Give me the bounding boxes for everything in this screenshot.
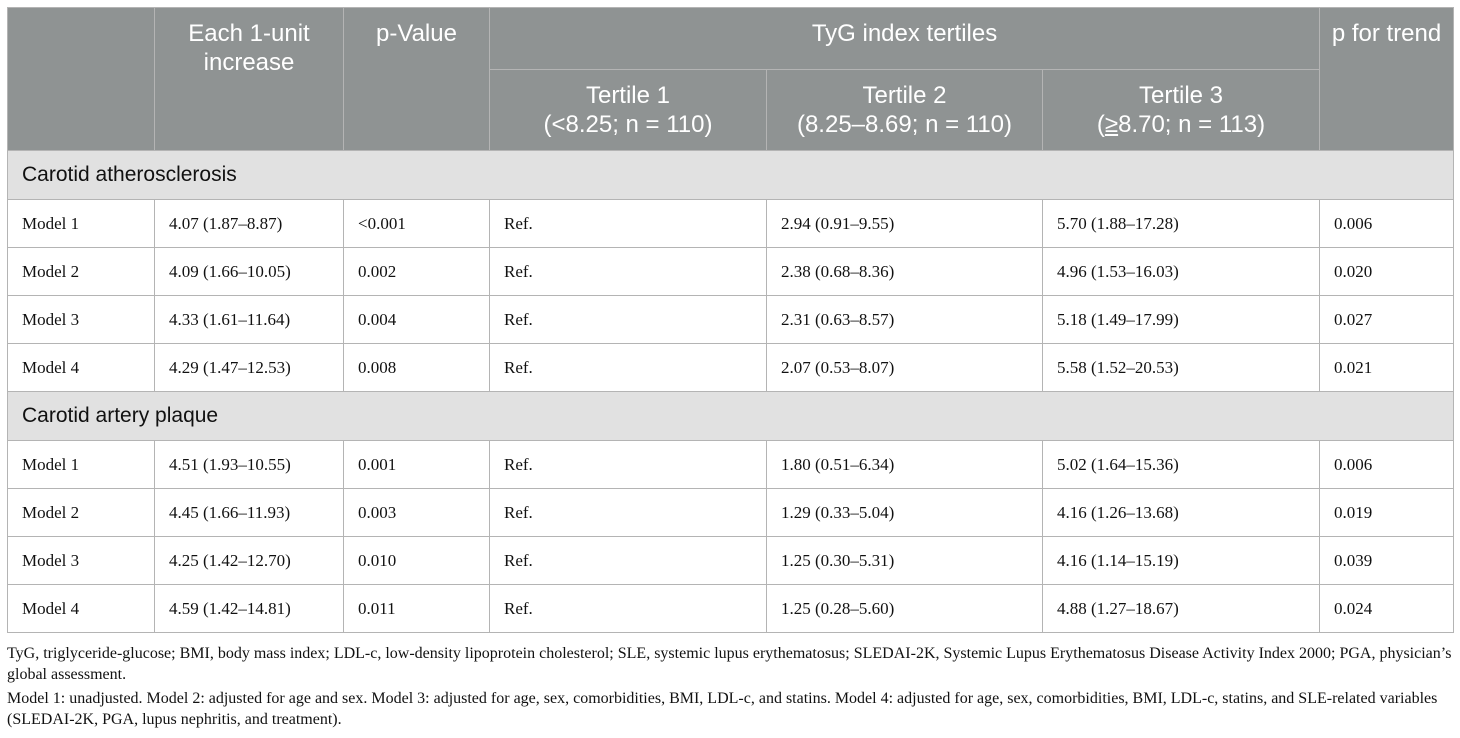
trend-cell: 0.027	[1320, 296, 1454, 344]
p-cell: 0.010	[344, 537, 490, 585]
section-title: Carotid atherosclerosis	[8, 151, 1454, 200]
trend-cell: 0.039	[1320, 537, 1454, 585]
p-cell: 0.001	[344, 441, 490, 489]
model-cell: Model 2	[8, 248, 155, 296]
tertile-3-cell: 4.96 (1.53–16.03)	[1043, 248, 1320, 296]
header-p-trend: p for trend	[1320, 8, 1454, 151]
tertile-1-cell: Ref.	[490, 441, 767, 489]
header-each-unit: Each 1-unit increase	[155, 8, 344, 151]
each-cell: 4.51 (1.93–10.55)	[155, 441, 344, 489]
results-table	[7, 7, 1454, 633]
table-row	[8, 441, 1454, 489]
tertile-3-cell: 4.16 (1.14–15.19)	[1043, 537, 1320, 585]
header-tyg-tertiles: TyG index tertiles	[490, 8, 1320, 70]
model-cell: Model 3	[8, 537, 155, 585]
tertile-3-range	[1043, 110, 1319, 139]
model-cell: Model 1	[8, 200, 155, 248]
each-cell: 4.33 (1.61–11.64)	[155, 296, 344, 344]
table-row	[8, 344, 1454, 392]
tertile-3-cell: 5.18 (1.49–17.99)	[1043, 296, 1320, 344]
tertile-3-range-open: (	[1096, 111, 1105, 138]
tertile-1-cell: Ref.	[490, 248, 767, 296]
section-title: Carotid artery plaque	[8, 392, 1454, 441]
each-cell: 4.25 (1.42–12.70)	[155, 537, 344, 585]
trend-cell: 0.019	[1320, 489, 1454, 537]
tertile-3-cell: 4.16 (1.26–13.68)	[1043, 489, 1320, 537]
tertile-1-cell: Ref.	[490, 296, 767, 344]
table-row	[8, 585, 1454, 633]
model-cell: Model 4	[8, 585, 155, 633]
trend-cell: 0.024	[1320, 585, 1454, 633]
tertile-1-cell: Ref.	[490, 537, 767, 585]
each-cell: 4.59 (1.42–14.81)	[155, 585, 344, 633]
table-row	[8, 248, 1454, 296]
trend-cell: 0.006	[1320, 200, 1454, 248]
model-cell: Model 2	[8, 489, 155, 537]
header-tertile-1	[490, 70, 767, 151]
p-cell: 0.011	[344, 585, 490, 633]
table-row	[8, 537, 1454, 585]
each-cell: 4.29 (1.47–12.53)	[155, 344, 344, 392]
tertile-3-cell: 5.70 (1.88–17.28)	[1043, 200, 1320, 248]
tertile-2-cell: 2.94 (0.91–9.55)	[767, 200, 1043, 248]
header-tertile-2	[767, 70, 1043, 151]
tertile-2-name: Tertile 2	[862, 82, 947, 109]
trend-cell: 0.021	[1320, 344, 1454, 392]
tertile-2-cell: 1.25 (0.30–5.31)	[767, 537, 1043, 585]
model-cell: Model 1	[8, 441, 155, 489]
tertile-3-cell: 5.02 (1.64–15.36)	[1043, 441, 1320, 489]
each-cell: 4.09 (1.66–10.05)	[155, 248, 344, 296]
tertile-1-cell: Ref.	[490, 489, 767, 537]
table-row	[8, 200, 1454, 248]
table-header	[8, 8, 1454, 151]
tertile-2-cell: 2.38 (0.68–8.36)	[767, 248, 1043, 296]
tertile-3-range-rest: 8.70; n = 113)	[1118, 111, 1266, 138]
tertile-2-cell: 1.29 (0.33–5.04)	[767, 489, 1043, 537]
tertile-1-cell: Ref.	[490, 200, 767, 248]
model-cell: Model 4	[8, 344, 155, 392]
tertile-2-cell: 1.80 (0.51–6.34)	[767, 441, 1043, 489]
tertile-3-cell: 5.58 (1.52–20.53)	[1043, 344, 1320, 392]
p-cell: <0.001	[344, 200, 490, 248]
p-cell: 0.008	[344, 344, 490, 392]
p-cell: 0.002	[344, 248, 490, 296]
table-row	[8, 489, 1454, 537]
table-body	[8, 151, 1454, 633]
model-cell: Model 3	[8, 296, 155, 344]
tertile-3-cell: 4.88 (1.27–18.67)	[1043, 585, 1320, 633]
table-footnotes	[7, 643, 1453, 730]
tertile-3-range-ge: ≥	[1104, 111, 1119, 138]
header-p-value: p-Value	[344, 8, 490, 151]
p-cell: 0.003	[344, 489, 490, 537]
tertile-1-cell: Ref.	[490, 585, 767, 633]
tertile-2-cell: 2.07 (0.53–8.07)	[767, 344, 1043, 392]
tertile-1-range: (<8.25; n = 110)	[543, 111, 713, 138]
tertile-2-range: (8.25–8.69; n = 110)	[796, 111, 1013, 138]
tertile-3-name: Tertile 3	[1138, 82, 1224, 109]
tertile-2-cell: 1.25 (0.28–5.60)	[767, 585, 1043, 633]
header-blank-cell	[8, 8, 155, 151]
footnote-abbreviations: TyG, triglyceride-glucose; BMI, body mass index; LDL-c, low-density lipoprotein cholesterol; SLE, systemic lupus erythematosus; SLEDAI-2K, Systemic Lupus Erythematosus Disease Activity Index 2000; PGA, physician’s global assessment.	[7, 645, 1452, 683]
tertile-1-name: Tertile 1	[585, 82, 671, 109]
trend-cell: 0.006	[1320, 441, 1454, 489]
header-tertile-3	[1043, 70, 1320, 151]
each-cell: 4.07 (1.87–8.87)	[155, 200, 344, 248]
tertile-1-cell: Ref.	[490, 344, 767, 392]
footnote-models: Model 1: unadjusted. Model 2: adjusted for age and sex. Model 3: adjusted for age, sex, comorbidities, BMI, LDL-c, and statins. Model 4: adjusted for age, sex, comorbidities, BMI, LDL-c, statins, and SLE-related variables (SLEDAI-2K, PGA, lupus nephritis, and treatment).	[7, 690, 1438, 728]
tertile-2-cell: 2.31 (0.63–8.57)	[767, 296, 1043, 344]
p-cell: 0.004	[344, 296, 490, 344]
table-container	[7, 7, 1453, 733]
table-row	[8, 296, 1454, 344]
each-cell: 4.45 (1.66–11.93)	[155, 489, 344, 537]
trend-cell: 0.020	[1320, 248, 1454, 296]
